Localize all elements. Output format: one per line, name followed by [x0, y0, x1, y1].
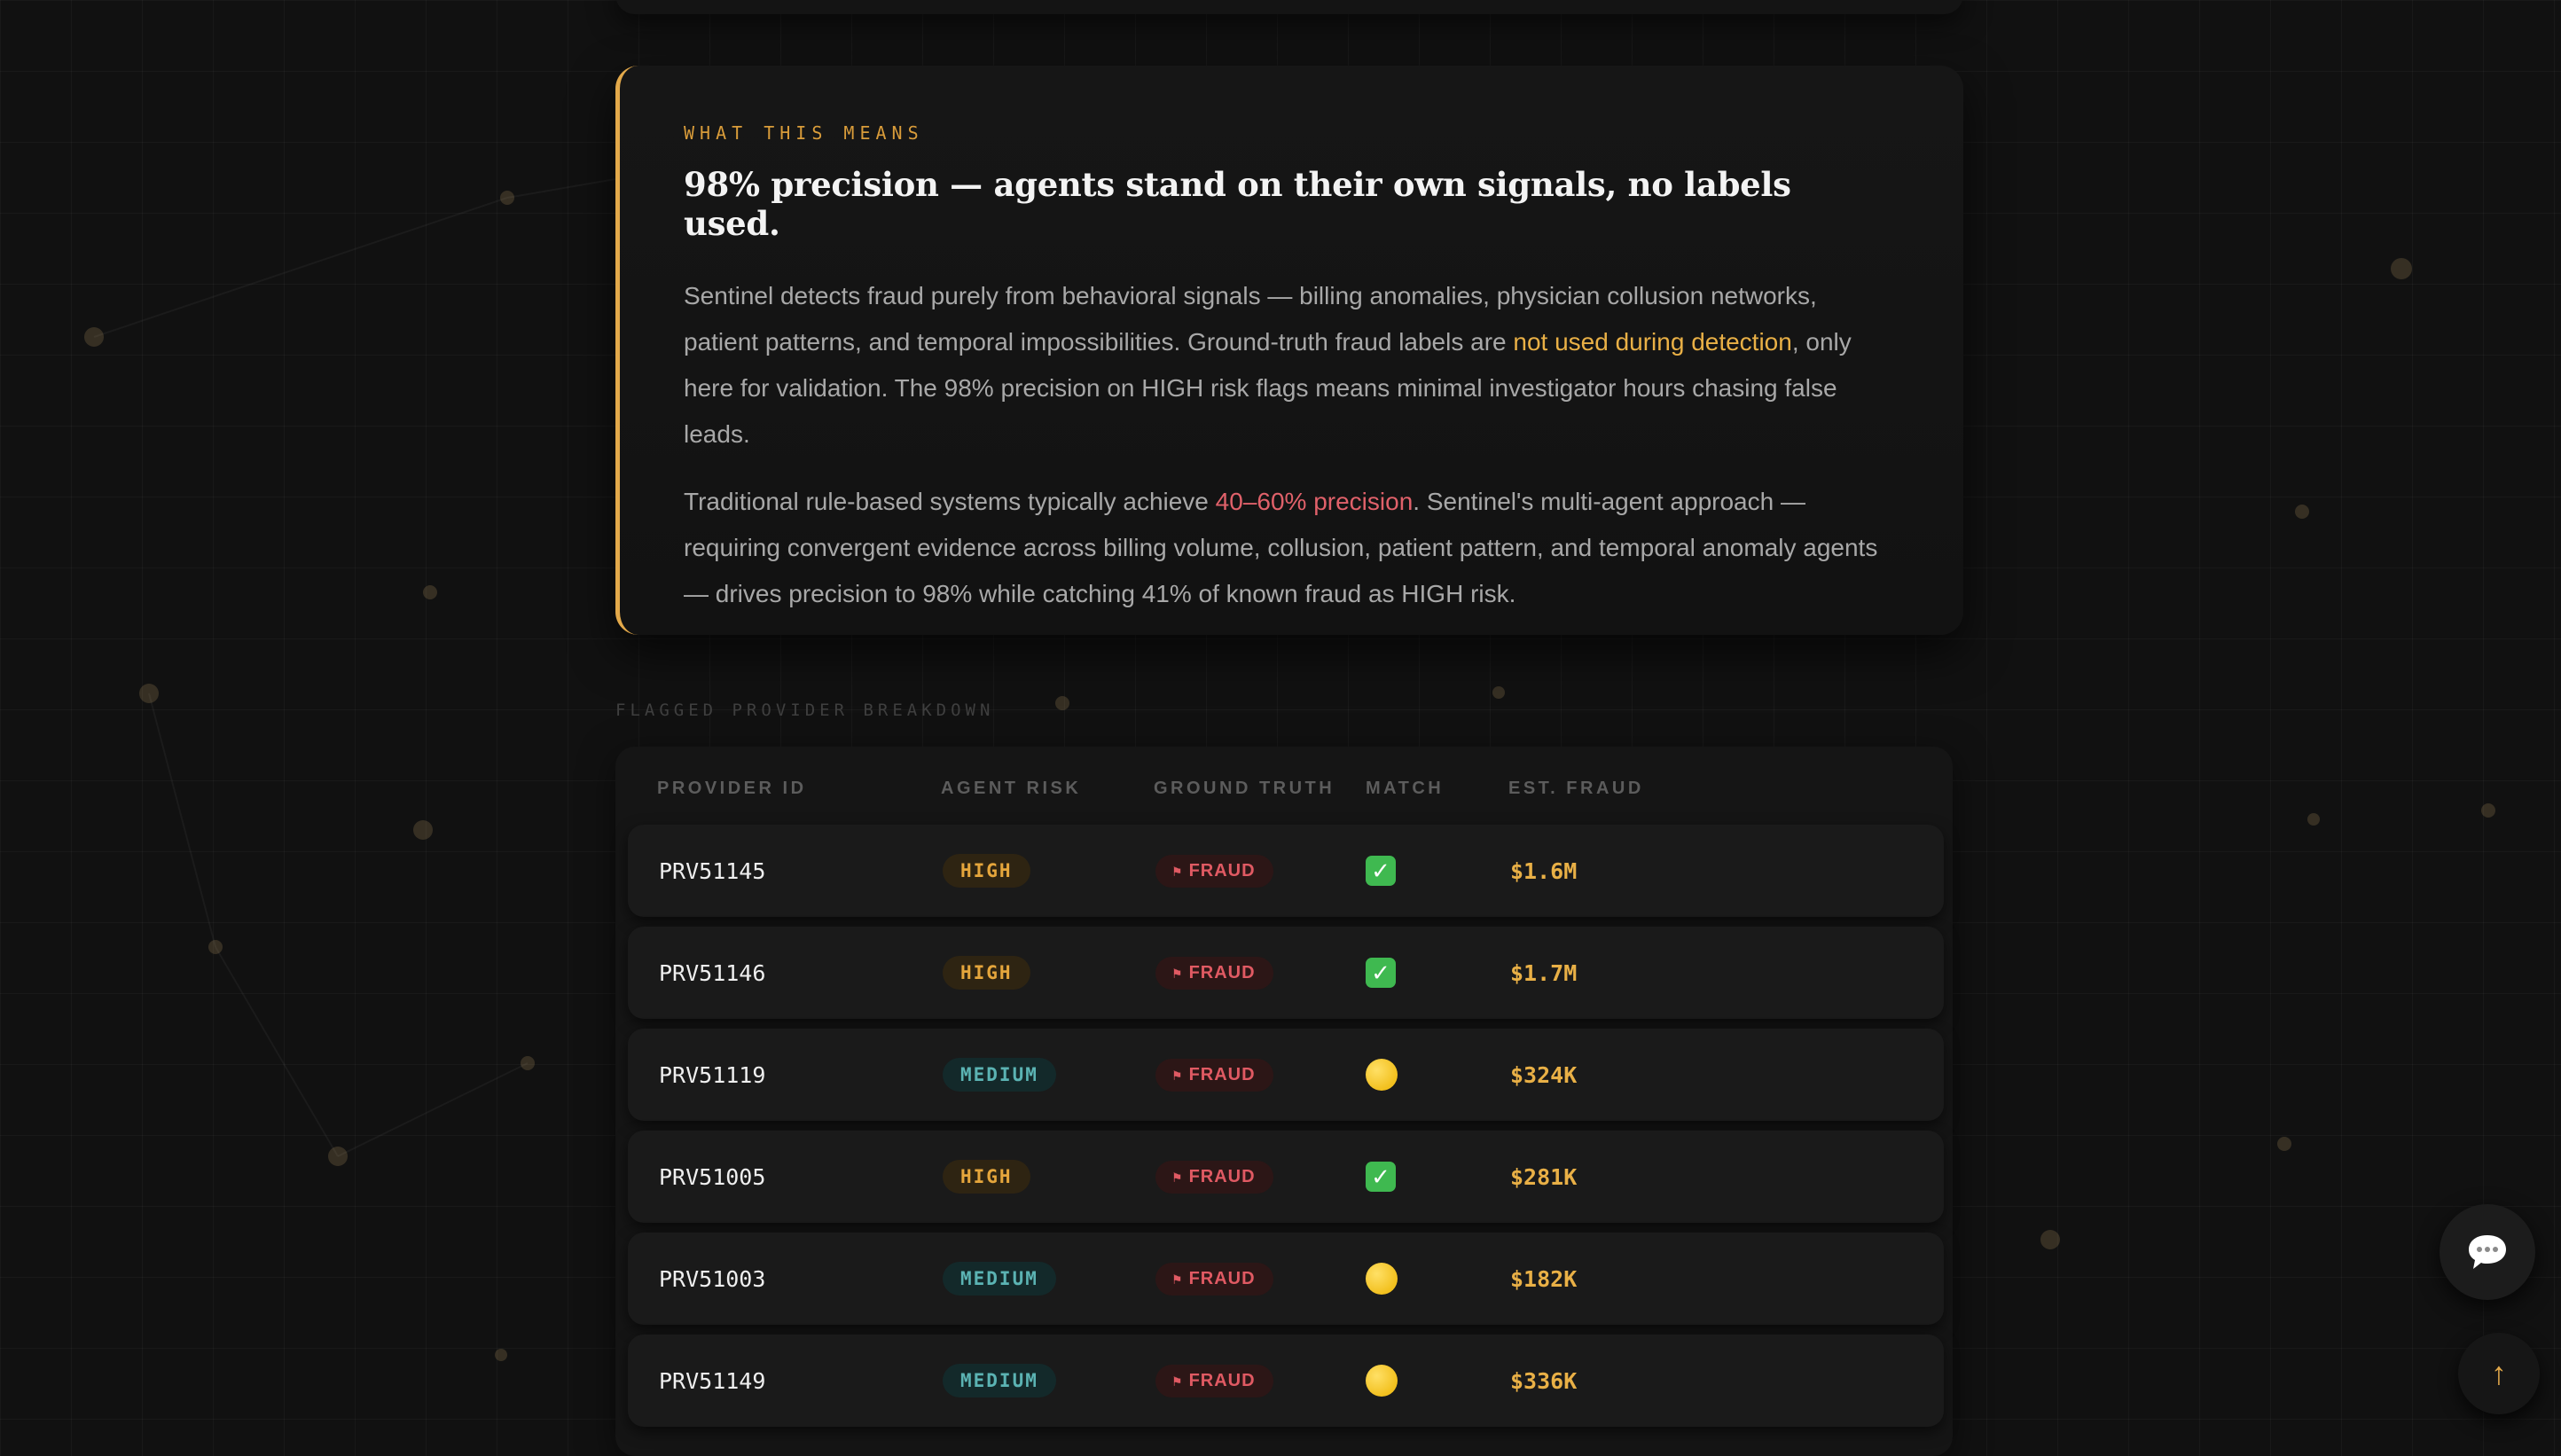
ground-truth-badge: [1155, 1365, 1273, 1397]
ground-truth-badge: [1155, 1263, 1273, 1296]
est-fraud-value: $336K: [1510, 1367, 1578, 1394]
table-row[interactable]: [628, 1131, 1944, 1223]
ground-truth-cell: [1155, 1233, 1273, 1325]
provider-id-cell: [659, 1029, 765, 1121]
ground-truth-badge: [1155, 1059, 1273, 1092]
match-cell: [1366, 1131, 1396, 1223]
est-fraud-cell: [1510, 1233, 1577, 1325]
ground-truth-label: FRAUD: [1188, 860, 1256, 881]
risk-badge: MEDIUM: [943, 1058, 1056, 1092]
ground-truth-badge: [1155, 957, 1273, 990]
column-header-agent-risk: AGENT RISK: [941, 779, 1082, 798]
provider-id: PRV51005: [659, 1163, 766, 1190]
ground-truth-label: FRAUD: [1188, 1370, 1256, 1390]
yellow-circle-icon: [1366, 1059, 1398, 1091]
risk-badge: HIGH: [943, 854, 1030, 888]
ground-truth-label: FRAUD: [1188, 962, 1256, 982]
ground-truth-label: FRAUD: [1188, 1268, 1256, 1288]
paragraph-text: , only here for validation. The 98% precision on HIGH risk flags means minimal investigator hours chasing false leads.: [684, 328, 1852, 448]
est-fraud-cell: [1510, 1029, 1577, 1121]
agent-risk-cell: [943, 1029, 1056, 1121]
table-row[interactable]: [628, 825, 1944, 917]
ground-truth-cell: [1155, 1335, 1273, 1427]
provider-id: PRV51003: [659, 1265, 766, 1292]
flag-icon: ⚑: [1171, 966, 1184, 981]
risk-badge: MEDIUM: [943, 1262, 1056, 1296]
provider-id: PRV51119: [659, 1061, 766, 1088]
ground-truth-cell: [1155, 927, 1273, 1019]
insight-card: [615, 66, 1963, 635]
match-cell: [1366, 1335, 1398, 1427]
ground-truth-badge: [1155, 1161, 1273, 1194]
risk-badge: HIGH: [943, 956, 1030, 990]
provider-id-cell: [659, 927, 765, 1019]
flag-icon: ⚑: [1171, 1374, 1184, 1389]
flag-icon: ⚑: [1171, 1272, 1184, 1287]
insight-headline: 98% precision — agents stand on their own signals, no labels used.: [684, 165, 1791, 243]
paragraph-text: Traditional rule-based systems typically achieve: [684, 488, 1216, 515]
ground-truth-cell: [1155, 825, 1273, 917]
column-header-ground-truth: GROUND TRUTH: [1154, 779, 1335, 798]
risk-badge: MEDIUM: [943, 1364, 1056, 1397]
column-header-provider-id: PROVIDER ID: [657, 779, 807, 798]
ground-truth-cell: [1155, 1029, 1273, 1121]
est-fraud-cell: [1510, 825, 1577, 917]
insight-paragraph-2: [684, 479, 1884, 617]
match-cell: [1366, 1029, 1398, 1121]
provider-id: PRV51146: [659, 959, 766, 986]
provider-id-cell: [659, 825, 765, 917]
yellow-circle-icon: [1366, 1263, 1398, 1295]
provider-id-cell: [659, 1233, 765, 1325]
match-cell: [1366, 1233, 1398, 1325]
ground-truth-label: FRAUD: [1188, 1064, 1256, 1084]
est-fraud-value: $1.7M: [1510, 959, 1578, 986]
column-header-match: MATCH: [1366, 779, 1445, 798]
check-mark-icon: ✓: [1366, 1162, 1396, 1192]
est-fraud-value: $182K: [1510, 1265, 1578, 1292]
ground-truth-label: FRAUD: [1188, 1166, 1256, 1186]
agent-risk-cell: [943, 1233, 1056, 1325]
provider-id: PRV51149: [659, 1367, 766, 1394]
chat-button[interactable]: [2440, 1204, 2535, 1300]
table-row[interactable]: [628, 1335, 1944, 1427]
flag-icon: ⚑: [1171, 864, 1184, 879]
insight-paragraph-1: [684, 273, 1884, 458]
ground-truth-cell: [1155, 1131, 1273, 1223]
section-label-breakdown: FLAGGED PROVIDER BREAKDOWN: [615, 701, 995, 720]
scroll-to-top-button[interactable]: [2458, 1333, 2540, 1414]
agent-risk-cell: [943, 927, 1030, 1019]
flag-icon: ⚑: [1171, 1068, 1184, 1083]
provider-table: [615, 747, 1953, 1456]
match-cell: [1366, 927, 1396, 1019]
yellow-circle-icon: [1366, 1365, 1398, 1397]
provider-id-cell: [659, 1335, 765, 1427]
est-fraud-cell: [1510, 1335, 1577, 1427]
table-row[interactable]: [628, 927, 1944, 1019]
check-mark-icon: ✓: [1366, 958, 1396, 988]
flag-icon: ⚑: [1171, 1170, 1184, 1185]
paragraph-text: . Sentinel's multi-agent approach — requiring convergent evidence across billing volume, collusion, patient pattern, and temporal anomaly agents — drives precision to 98% while catching 41% of known fraud as HIGH risk.: [684, 488, 1878, 607]
est-fraud-cell: [1510, 927, 1577, 1019]
arrow-up-icon: ↑: [2491, 1355, 2507, 1391]
match-cell: [1366, 825, 1396, 917]
agent-risk-cell: [943, 825, 1030, 917]
provider-id: PRV51145: [659, 857, 766, 884]
ground-truth-badge: [1155, 855, 1273, 888]
est-fraud-value: $281K: [1510, 1163, 1578, 1190]
table-row[interactable]: [628, 1029, 1944, 1121]
agent-risk-cell: [943, 1335, 1056, 1427]
agent-risk-cell: [943, 1131, 1030, 1223]
table-header: [615, 779, 1953, 805]
previous-card-edge: [615, 0, 1963, 14]
check-mark-icon: ✓: [1366, 856, 1396, 886]
highlight-precision-range: 40–60% precision: [1215, 488, 1414, 515]
highlight-not-used: not used during detection: [1513, 328, 1792, 356]
column-header-est-fraud: EST. FRAUD: [1508, 779, 1644, 798]
provider-id-cell: [659, 1131, 765, 1223]
est-fraud-value: $324K: [1510, 1061, 1578, 1088]
est-fraud-value: $1.6M: [1510, 857, 1578, 884]
chat-bubble-icon: [2466, 1233, 2509, 1272]
table-row[interactable]: [628, 1233, 1944, 1325]
insight-eyebrow: WHAT THIS MEANS: [684, 122, 924, 144]
risk-badge: HIGH: [943, 1160, 1030, 1194]
paragraph-text: Sentinel detects fraud purely from behavioral signals — billing anomalies, physician collusion networks, patient patterns, and temporal impossibilities. Ground-truth fraud labels are: [684, 282, 1817, 356]
est-fraud-cell: [1510, 1131, 1577, 1223]
